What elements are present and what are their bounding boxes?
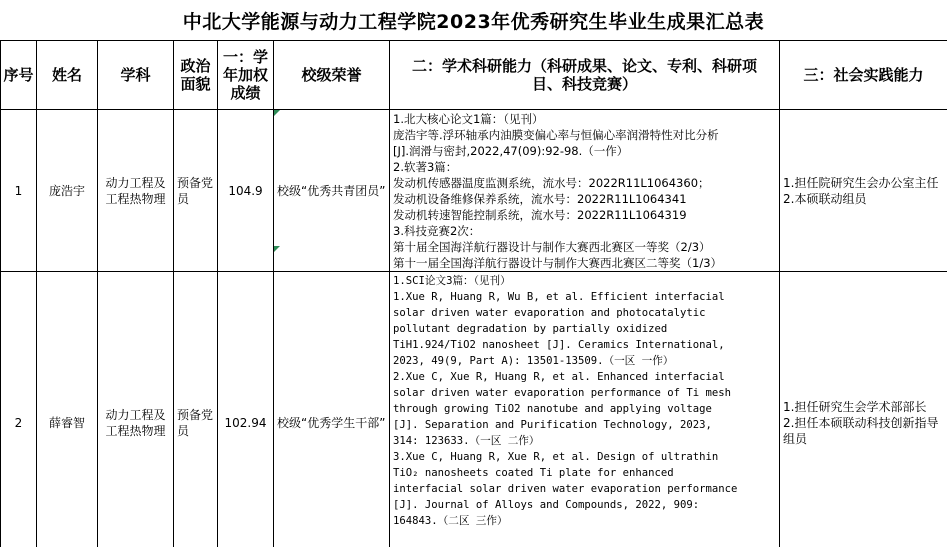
cell-index[interactable]: 2: [1, 272, 37, 547]
cell-politics[interactable]: 预备党员: [174, 110, 218, 272]
header-index[interactable]: 序号: [1, 41, 37, 110]
header-discipline[interactable]: 学科: [98, 41, 174, 110]
text-line: solar driven water evaporation performance of Ti mesh: [393, 387, 732, 399]
table-row: [1, 110, 947, 272]
text-line: through growing TiO2 nanotube and applying voltage: [393, 403, 712, 415]
text-line: 2.Xue C, Xue R, Huang R, et al. Enhanced interfacial: [393, 371, 725, 383]
header-score[interactable]: 一：学年加权成绩: [218, 41, 274, 110]
text-line: 314: 123633.（一区 二作）: [393, 435, 540, 447]
text-line: 发动机设备维修保养系统，流水号：2022R11L1064341: [393, 192, 687, 206]
header-practice[interactable]: 三：社会实践能力: [780, 41, 947, 110]
text-line: 发动机转速智能控制系统，流水号：2022R11L1064319: [393, 208, 687, 222]
cell-name[interactable]: 庞浩宇: [37, 110, 98, 272]
text-line: 2.本硕联动组员: [783, 191, 867, 206]
cell-practice[interactable]: [780, 110, 947, 272]
cell-research[interactable]: [390, 272, 780, 547]
text-line: solar driven water evaporation and photocatalytic: [393, 307, 706, 319]
text-line: 3.科技竞赛2次：: [393, 224, 481, 238]
text-line: 庞浩宇等.浮环轴承内油膜变偏心率与恒偏心率润滑特性对比分析: [393, 128, 719, 142]
cell-flag-icon: [274, 110, 280, 116]
header-politics[interactable]: 政治面貌: [174, 41, 218, 110]
cell-research[interactable]: [390, 110, 780, 272]
text-line: pollutant degradation by partially oxidized: [393, 323, 668, 335]
text-line: 1.SCI论文3篇：（见刊）: [393, 275, 511, 287]
text-line: interfacial solar driven water evaporation performance: [393, 483, 738, 495]
text-line: 1.Xue R, Huang R, Wu B, et al. Efficient interfacial: [393, 291, 725, 303]
header-name[interactable]: 姓名: [37, 41, 98, 110]
cell-discipline[interactable]: 动力工程及工程热物理: [98, 272, 174, 547]
text-line: [J]. Separation and Purification Technology, 2023,: [393, 419, 712, 431]
text-line: 3.Xue C, Huang R, Xue R, et al. Design of ultrathin: [393, 451, 719, 463]
cell-index[interactable]: 1: [1, 110, 37, 272]
text-line: 1.北大核心论文1篇：（见刊）: [393, 112, 544, 126]
text-line: TiO₂ nanosheets coated Ti plate for enhanced: [393, 467, 674, 479]
text-line: 2.软著3篇：: [393, 160, 458, 174]
cell-honor[interactable]: 校级“优秀共青团员”: [274, 110, 390, 272]
text-line: 2.担任本硕联动科技创新指导组员: [783, 415, 939, 446]
sheet-title: 中北大学能源与动力工程学院2023年优秀研究生毕业生成果汇总表: [0, 0, 947, 41]
text-line: 1.担任研究生会学术部部长: [783, 399, 927, 414]
text-line: 164843.（二区 三作）: [393, 515, 508, 527]
cell-politics[interactable]: 预备党员: [174, 272, 218, 547]
text-line: 1.担任院研究生会办公室主任: [783, 175, 939, 190]
text-line: [J]. Journal of Alloys and Compounds, 2022, 909:: [393, 499, 700, 511]
cell-honor[interactable]: 校级“优秀学生干部”: [274, 272, 390, 547]
header-row: [1, 41, 947, 110]
cell-discipline[interactable]: 动力工程及工程热物理: [98, 110, 174, 272]
cell-score[interactable]: 102.94: [218, 272, 274, 547]
text-line: [J].润滑与密封,2022,47(09):92-98.（一作）: [393, 144, 629, 158]
text-line: 2023, 49(9, Part A): 13501-13509.（一区 一作）: [393, 355, 674, 367]
cell-score[interactable]: 104.9: [218, 110, 274, 272]
cell-flag-icon: [274, 246, 280, 252]
header-research[interactable]: 二：学术科研能力（科研成果、论文、专利、科研项目、科技竞赛）: [390, 41, 780, 110]
cell-name[interactable]: 薛睿智: [37, 272, 98, 547]
results-table: [0, 41, 947, 547]
text-line: 第十届全国海洋航行器设计与制作大赛西北赛区一等奖（2/3）: [393, 240, 711, 254]
cell-practice[interactable]: [780, 272, 947, 547]
text-line: 第十一届全国海洋航行器设计与制作大赛西北赛区二等奖（1/3）: [393, 256, 723, 270]
table-row: [1, 272, 947, 547]
text-line: 发动机传感器温度监测系统，流水号：2022R11L1064360；: [393, 176, 710, 190]
text-line: TiH1.924/TiO2 nanosheet [J]. Ceramics International,: [393, 339, 725, 351]
header-honor[interactable]: 校级荣誉: [274, 41, 390, 110]
